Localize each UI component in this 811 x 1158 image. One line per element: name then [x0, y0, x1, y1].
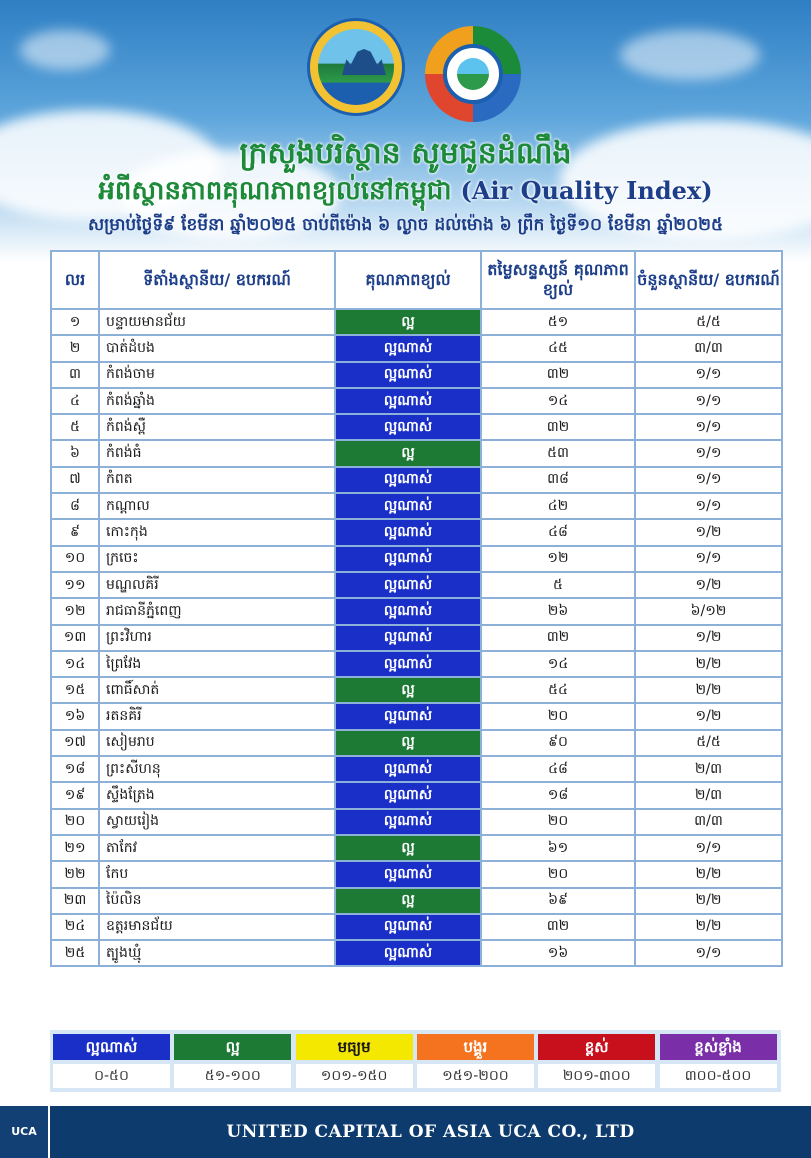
table-row — [51, 730, 782, 756]
station-count: ៥/៥ — [635, 309, 782, 335]
station-count: ១/១ — [635, 546, 782, 572]
legend-range: ០-៥០ — [53, 1064, 170, 1088]
row-number: ៧ — [51, 467, 99, 493]
row-number: ៦ — [51, 440, 99, 466]
aqi-value: ៤៨ — [481, 756, 635, 782]
station-count: ១/១ — [635, 467, 782, 493]
province-name: កំពង់ឆ្នាំង — [99, 388, 335, 414]
station-count: ៣/៣ — [635, 809, 782, 835]
uca-logo-icon: UCA — [0, 1106, 50, 1158]
station-count: ២/២ — [635, 861, 782, 887]
aqi-value: ២៦ — [481, 598, 635, 624]
aqi-value: ៦១ — [481, 835, 635, 861]
air-quality-status: ល្អណាស់ — [335, 756, 481, 782]
aqi-value: ៣៨ — [481, 467, 635, 493]
table-row — [51, 414, 782, 440]
column-header-location: ទីតាំងស្ថានីយ/ ឧបករណ៍ — [99, 251, 335, 309]
air-quality-status: ល្អណាស់ — [335, 572, 481, 598]
row-number: ១៦ — [51, 703, 99, 729]
station-count: ២/២ — [635, 914, 782, 940]
table-row — [51, 467, 782, 493]
station-count: ៥/៥ — [635, 730, 782, 756]
aqi-value: ៥ — [481, 572, 635, 598]
air-quality-status: ល្អណាស់ — [335, 519, 481, 545]
table-row — [51, 335, 782, 361]
row-number: ១៨ — [51, 756, 99, 782]
aqi-value: ៤៥ — [481, 335, 635, 361]
air-quality-status: ល្អណាស់ — [335, 467, 481, 493]
aqi-value: ៣២ — [481, 625, 635, 651]
air-quality-table — [50, 250, 783, 967]
title-khmer: អំពីស្ថានភាពគុណភាពខ្យល់នៅកម្ពុជា — [98, 176, 452, 206]
row-number: ២១ — [51, 835, 99, 861]
aqi-value: ៤២ — [481, 493, 635, 519]
aqi-value: ៥៣ — [481, 440, 635, 466]
row-number: ៨ — [51, 493, 99, 519]
air-quality-status: ល្អ — [335, 835, 481, 861]
ministry-of-environment-logo-icon — [307, 18, 405, 116]
air-quality-status: ល្អណាស់ — [335, 651, 481, 677]
row-number: ៥ — [51, 414, 99, 440]
aqi-value: ៣២ — [481, 362, 635, 388]
row-number: ១៩ — [51, 782, 99, 808]
province-name: រាជធានីភ្នំពេញ — [99, 598, 335, 624]
table-row — [51, 388, 782, 414]
air-quality-status: ល្អណាស់ — [335, 546, 481, 572]
aqi-value: ៥១ — [481, 309, 635, 335]
station-count: ១/១ — [635, 414, 782, 440]
table-row — [51, 835, 782, 861]
cloud-decoration — [620, 30, 760, 80]
aqi-value: ៥៤ — [481, 677, 635, 703]
page-title: ក្រសួងបរិស្ថាន សូមជូនដំណឹង — [239, 136, 572, 171]
air-quality-status: ល្អណាស់ — [335, 782, 481, 808]
station-count: ២/២ — [635, 888, 782, 914]
row-number: ២ — [51, 335, 99, 361]
table-row — [51, 362, 782, 388]
row-number: ១៤ — [51, 651, 99, 677]
row-number: ១០ — [51, 546, 99, 572]
row-number: ១១ — [51, 572, 99, 598]
row-number: ១៥ — [51, 677, 99, 703]
column-header-index: តម្លៃសន្ទស្សន៍ គុណភាពខ្យល់ — [481, 251, 635, 309]
province-name: ព្រះវិហារ — [99, 625, 335, 651]
aqi-value: ៩០ — [481, 730, 635, 756]
row-number: ៩ — [51, 519, 99, 545]
legend-range: ១៥១-២០០ — [417, 1064, 534, 1088]
title-english: (Air Quality Index) — [460, 176, 713, 205]
station-count: ១/២ — [635, 519, 782, 545]
row-number: ២៤ — [51, 914, 99, 940]
table-row — [51, 651, 782, 677]
province-name: កំពង់ស្ពឺ — [99, 414, 335, 440]
table-row — [51, 493, 782, 519]
aqi-value: ៣២ — [481, 414, 635, 440]
province-name: កែប — [99, 861, 335, 887]
province-name: ព្រះសីហនុ — [99, 756, 335, 782]
table-row — [51, 309, 782, 335]
legend-range: ១០១-១៥០ — [296, 1064, 413, 1088]
aqi-value: ១៦ — [481, 940, 635, 966]
legend-level-label: ខ្ពស់ខ្លាំង — [660, 1034, 777, 1060]
table-row — [51, 625, 782, 651]
environment-cycle-logo-icon — [425, 26, 521, 122]
air-quality-status: ល្អណាស់ — [335, 362, 481, 388]
air-quality-status: ល្អណាស់ — [335, 940, 481, 966]
province-name: កំពង់ធំ — [99, 440, 335, 466]
row-number: ១ — [51, 309, 99, 335]
table-row — [51, 861, 782, 887]
row-number: ២៣ — [51, 888, 99, 914]
aqi-value: ១២ — [481, 546, 635, 572]
legend-range: ៣០០-៥០០ — [660, 1064, 777, 1088]
legend-range: ៥១-១០០ — [174, 1064, 291, 1088]
air-quality-status: ល្អ — [335, 677, 481, 703]
air-quality-status: ល្អណាស់ — [335, 703, 481, 729]
cloud-decoration — [20, 30, 110, 70]
aqi-value: ៦៩ — [481, 888, 635, 914]
aqi-value: ២០ — [481, 861, 635, 887]
air-quality-status: ល្អណាស់ — [335, 861, 481, 887]
column-header-quality: គុណភាពខ្យល់ — [335, 251, 481, 309]
column-header-no: លរ — [51, 251, 99, 309]
air-quality-status: ល្អ — [335, 440, 481, 466]
province-name: រតនគិរី — [99, 703, 335, 729]
province-name: ស្ទឹងត្រែង — [99, 782, 335, 808]
page-subtitle — [0, 174, 811, 212]
station-count: ២/២ — [635, 651, 782, 677]
province-name: សៀមរាប — [99, 730, 335, 756]
province-name: ពោធិ៍សាត់ — [99, 677, 335, 703]
table-row — [51, 756, 782, 782]
station-count: ១/២ — [635, 703, 782, 729]
air-quality-status: ល្អណាស់ — [335, 598, 481, 624]
province-name: កណ្តាល — [99, 493, 335, 519]
legend-level-label: មធ្យម — [296, 1034, 413, 1060]
aqi-value: ២០ — [481, 809, 635, 835]
station-count: ១/១ — [635, 440, 782, 466]
province-name: តាកែវ — [99, 835, 335, 861]
province-name: ព្រៃវែង — [99, 651, 335, 677]
row-number: ៣ — [51, 362, 99, 388]
province-name: ឧត្តរមានជ័យ — [99, 914, 335, 940]
row-number: ១២ — [51, 598, 99, 624]
row-number: ២០ — [51, 809, 99, 835]
footer-bar — [0, 1106, 811, 1158]
province-name: ស្វាយរៀង — [99, 809, 335, 835]
legend-level-label: បង្គួរ — [417, 1034, 534, 1060]
air-quality-status: ល្អណាស់ — [335, 414, 481, 440]
table-row — [51, 809, 782, 835]
date-range-text: សម្រាប់ថ្ងៃទី៩ ខែមីនា ឆ្នាំ២០២៥ ចាប់ពីម៉ោង ៦ ល្ងាច ដល់ម៉ោង ៦ ព្រឹក ថ្ងៃទី១០ ខែមីនា ឆ្នាំ២០២៥ — [87, 215, 724, 235]
province-name: កំពត — [99, 467, 335, 493]
station-count: ១/១ — [635, 362, 782, 388]
legend-range: ២០១-៣០០ — [538, 1064, 655, 1088]
air-quality-status: ល្អណាស់ — [335, 493, 481, 519]
table-header-row — [51, 251, 782, 309]
air-quality-status: ល្អណាស់ — [335, 335, 481, 361]
column-header-stations: ចំនួនស្ថានីយ/ ឧបករណ៍ — [635, 251, 782, 309]
table-row — [51, 677, 782, 703]
table-row — [51, 888, 782, 914]
table-row — [51, 782, 782, 808]
air-quality-status: ល្អណាស់ — [335, 809, 481, 835]
aqi-value: ៤៨ — [481, 519, 635, 545]
row-number: ២៥ — [51, 940, 99, 966]
air-quality-status: ល្អ — [335, 309, 481, 335]
air-quality-status: ល្អ — [335, 888, 481, 914]
table-row — [51, 519, 782, 545]
station-count: ១/១ — [635, 493, 782, 519]
province-name: ក្រចេះ — [99, 546, 335, 572]
table-row — [51, 703, 782, 729]
province-name: ត្បូងឃ្មុំ — [99, 940, 335, 966]
province-name: កំពង់ចាម — [99, 362, 335, 388]
row-number: ១៣ — [51, 625, 99, 651]
air-quality-status: ល្អណាស់ — [335, 625, 481, 651]
row-number: ២២ — [51, 861, 99, 887]
station-count: ១/១ — [635, 388, 782, 414]
province-name: បន្ទាយមានជ័យ — [99, 309, 335, 335]
province-name: កោះកុង — [99, 519, 335, 545]
table-row — [51, 940, 782, 966]
aqi-value: ១៤ — [481, 651, 635, 677]
province-name: មណ្ឌលគិរី — [99, 572, 335, 598]
station-count: ២/៣ — [635, 782, 782, 808]
aqi-value: ១៤ — [481, 388, 635, 414]
table-row — [51, 440, 782, 466]
air-quality-status: ល្អណាស់ — [335, 914, 481, 940]
table-row — [51, 572, 782, 598]
aqi-legend — [50, 1030, 781, 1092]
row-number: ៤ — [51, 388, 99, 414]
station-count: ១/២ — [635, 572, 782, 598]
legend-level-label: ខ្ពស់ — [538, 1034, 655, 1060]
province-name: ប៉ៃលិន — [99, 888, 335, 914]
table-row — [51, 914, 782, 940]
row-number: ១៧ — [51, 730, 99, 756]
table-row — [51, 546, 782, 572]
legend-level-label: ល្អ — [174, 1034, 291, 1060]
air-quality-status: ល្អណាស់ — [335, 388, 481, 414]
station-count: ២/៣ — [635, 756, 782, 782]
station-count: ១/២ — [635, 625, 782, 651]
province-name: បាត់ដំបង — [99, 335, 335, 361]
aqi-value: ២០ — [481, 703, 635, 729]
station-count: ១/១ — [635, 835, 782, 861]
table-row — [51, 598, 782, 624]
legend-level-label: ល្អណាស់ — [53, 1034, 170, 1060]
company-name: UNITED CAPITAL OF ASIA UCA CO., LTD — [226, 1122, 635, 1142]
station-count: ៣/៣ — [635, 335, 782, 361]
station-count: ១/១ — [635, 940, 782, 966]
station-count: ៦/១២ — [635, 598, 782, 624]
station-count: ២/២ — [635, 677, 782, 703]
aqi-value: ៣២ — [481, 914, 635, 940]
aqi-value: ១៨ — [481, 782, 635, 808]
air-quality-status: ល្អ — [335, 730, 481, 756]
